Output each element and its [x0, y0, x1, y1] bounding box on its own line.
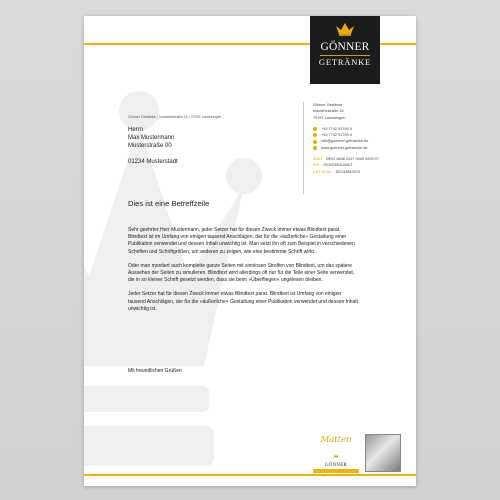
- bottom-accent-bar: [84, 474, 416, 476]
- recipient-address: [128, 126, 178, 166]
- body-paragraph-2: Oder man montiert auch komplette ganze Seiten mit sinnlosen Streifen von Blindtext, um das spätere Aussehen der Seiten zu simulieren. Blindtext wird allerdings oft nur für die Teile einer Seite verwendet, die in so kleiner Schrift gesetzt werden, dass sie beim »Überfliegen« ungelesen bleiben.: [128, 262, 355, 284]
- sidebar-company: Gönner Getränke: [313, 103, 343, 107]
- vat-value: DE142849978: [335, 169, 360, 174]
- signature-script: Matten: [320, 435, 352, 445]
- phone-value: +49 7742 91799-0: [321, 126, 352, 131]
- recipient-name: Max Mustermann: [128, 135, 175, 141]
- sidebar-street: Industriestraße 15: [313, 109, 344, 114]
- recipient-street: Musterstraße 00: [128, 143, 172, 149]
- website-link[interactable]: www.goenner-getraenke.de: [321, 145, 368, 150]
- logo-name: GÖNNER: [320, 41, 370, 53]
- recipient-salutation: Herrn: [128, 127, 144, 133]
- iban-label: IBAN:: [313, 157, 323, 162]
- bic-value: GENODE61WUT: [323, 163, 353, 168]
- portrait-photo: [365, 434, 401, 472]
- recipient-city: 01234 Musterstadt: [128, 159, 178, 165]
- email-link[interactable]: info@goenner-getraenke.de: [321, 139, 369, 144]
- globe-icon: [313, 146, 317, 150]
- logo-divider: [320, 55, 370, 56]
- company-contact-block: [303, 102, 413, 194]
- company-logo: [310, 16, 380, 84]
- sidebar-city: 79787 Lauchringen: [313, 115, 346, 120]
- letterhead-page: [84, 16, 416, 486]
- subject-line: Dies ist eine Betreffzeile: [128, 199, 210, 208]
- sender-return-line: Gönner Getränke | Industriestraße 15 | 79787 Lauchringen: [128, 115, 222, 119]
- fax-value: +49 7742 91799-9: [321, 133, 352, 138]
- fax-icon: [313, 133, 317, 137]
- iban-value: DE91 6846 2427 0003 0009 07: [325, 157, 379, 162]
- footer-brand-logo: [313, 435, 359, 471]
- footer-brand-name: GÖNNER: [324, 463, 348, 468]
- body-paragraph-1: Sehr geehrter Herr Mustermann, jeder Setzer hat für diesen Zweck immer etwas Blindtext parat. Blindtext ist im Umfang von einigen tausend Anschlägen, der für die »äußerliche« Gestaltung einer Publikation verwendet und dessen Inhalt unwichtig ist. Man setzt ihn oft zum Beispiel in verschiedenen Schriften und Schriftgrößen, um anderen zu zeigen, wie eine bestimmte Schrift wirkt.: [128, 227, 355, 255]
- vat-row: [313, 169, 413, 175]
- mail-icon: [313, 140, 317, 144]
- closing-greeting: Mit freundlichen Grüßen: [128, 368, 182, 374]
- bic-label: BIC:: [313, 163, 321, 168]
- phone-icon: [313, 127, 317, 131]
- letter-body: [128, 227, 360, 320]
- small-crown-icon: [333, 454, 339, 458]
- vat-label: UST-ID-Nr.:: [313, 169, 333, 174]
- logo-subtitle: GETRÄNKE: [318, 57, 372, 67]
- crown-icon: [335, 22, 355, 36]
- body-paragraph-3: Jeder Setzer hat für diesen Zweck immer etwas Blindtext parat. Blindtext ist Umfang von einigen tausend Anschlägen, der für die »äußerliche« Gestaltung einer Publikation verwendet und dessen Inhalt unwichtig ist.: [128, 291, 358, 312]
